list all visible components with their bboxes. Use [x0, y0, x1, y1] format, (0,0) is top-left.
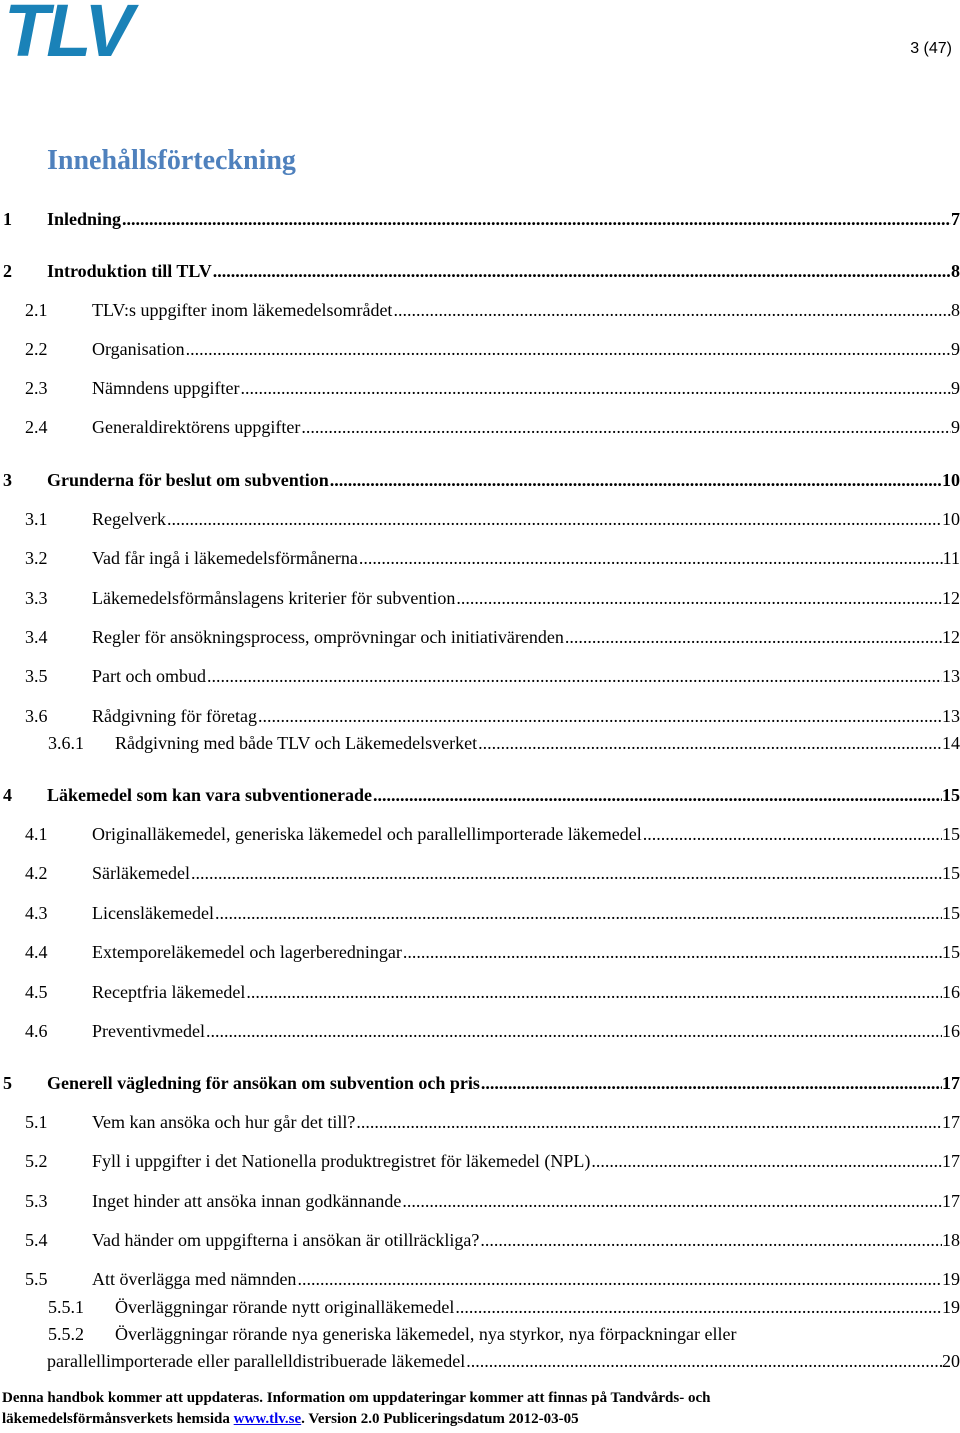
toc-entry-page: 8: [951, 261, 960, 281]
toc-entry-body: [92, 1148, 960, 1174]
toc-entry-text: Regelverk: [92, 509, 166, 529]
toc-entry-text: Läkemedel som kan vara subventionerade: [47, 785, 373, 805]
toc-entry-number: 4.1: [25, 824, 48, 844]
toc-entry-number: 1: [3, 209, 12, 229]
toc-entry-text: Receptfria läkemedel: [92, 982, 246, 1002]
toc-entry-text: TLV:s uppgifter inom läkemedelsområdet: [92, 300, 393, 320]
toc-entry-number: 5.5: [25, 1269, 48, 1289]
toc-entry[interactable]: [0, 506, 960, 532]
toc-entry-number: 4.5: [25, 982, 48, 1002]
toc-entry-number: 3.2: [25, 548, 48, 568]
toc-entry[interactable]: [0, 206, 960, 232]
toc-entry-page: 19: [942, 1297, 960, 1317]
toc-entry-continuation[interactable]: [47, 1348, 960, 1374]
toc-entry-body: [92, 414, 960, 440]
toc-entry-text: Organisation: [92, 339, 185, 359]
toc-entry-text: Generell vägledning för ansökan om subvention och pris: [47, 1073, 480, 1093]
toc-leader-dots: [191, 860, 942, 886]
toc-entry-body: [92, 1018, 960, 1044]
footer-line-2-suffix: . Version 2.0 Publiceringsdatum 2012-03-05: [301, 1411, 579, 1427]
toc-entry-text: Originalläkemedel, generiska läkemedel och parallellimporterade läkemedel: [92, 824, 642, 844]
toc-leader-dots: [240, 375, 951, 401]
toc-leader-dots: [215, 900, 942, 926]
toc-leader-dots: [186, 336, 951, 362]
toc-entry-page: 18: [942, 1230, 960, 1250]
toc-entry-number: 4.2: [25, 863, 48, 883]
toc-entry-body: [92, 821, 960, 847]
toc-entry-text: Introduktion till TLV: [47, 261, 212, 281]
toc-entry-number: 5.5.2: [48, 1324, 84, 1344]
toc-leader-dots: [643, 821, 942, 847]
toc-entry[interactable]: [0, 1018, 960, 1044]
toc-leader-dots: [466, 1348, 942, 1374]
toc-entry-body: [47, 1070, 960, 1096]
toc-entry-text: Överläggningar rörande nytt originalläkemedel: [115, 1297, 455, 1317]
toc-entry-body: [92, 336, 960, 362]
toc-entry[interactable]: [0, 336, 960, 362]
toc-entry-number: 2: [3, 261, 12, 281]
toc-entry-body: [47, 782, 960, 808]
toc-entry-number: 2.4: [25, 417, 48, 437]
toc-entry-page: 9: [951, 339, 960, 359]
toc-entry-page: 16: [942, 982, 960, 1002]
toc-entry-text: Rådgivning för företag: [92, 706, 257, 726]
toc-entry-body: [92, 297, 960, 323]
toc-entry-page: 9: [951, 378, 960, 398]
toc-entry-page: 13: [942, 666, 960, 686]
toc-entry[interactable]: [0, 1321, 960, 1347]
toc-leader-dots: [330, 467, 942, 493]
toc-entry-page: 15: [942, 785, 960, 805]
toc-entry[interactable]: [0, 939, 960, 965]
toc-entry-text: Inget hinder att ansöka innan godkännande: [92, 1191, 402, 1211]
toc-leader-dots: [478, 730, 942, 756]
toc-leader-dots: [301, 414, 951, 440]
toc-entry-page: 9: [951, 417, 960, 437]
toc-entry-page: 15: [942, 903, 960, 923]
toc-entry-number: 2.2: [25, 339, 48, 359]
toc-entry-page: 17: [942, 1112, 960, 1132]
toc-entry-text: Nämndens uppgifter: [92, 378, 240, 398]
toc-entry[interactable]: [0, 1109, 960, 1135]
toc-entry[interactable]: [0, 979, 960, 1005]
toc-entry-page: 12: [942, 588, 960, 608]
toc-entry[interactable]: [0, 1188, 960, 1214]
page-number: 3 (47): [910, 40, 952, 57]
toc-entry-body: [92, 624, 960, 650]
toc-entry-text: Regler för ansökningsprocess, omprövningar och initiativärenden: [92, 627, 564, 647]
toc-entry-text: Att överlägga med nämnden: [92, 1269, 297, 1289]
website-link[interactable]: www.tlv.se: [233, 1411, 302, 1427]
tlv-logo: TLV: [4, 0, 131, 72]
toc-title: Innehållsförteckning: [47, 145, 296, 176]
toc-entry[interactable]: [0, 900, 960, 926]
toc-entry-number: 4.6: [25, 1021, 48, 1041]
toc-entry-page: 19: [942, 1269, 960, 1289]
toc-entry[interactable]: [0, 703, 960, 729]
toc-entry-number: 5.5.1: [48, 1297, 84, 1317]
toc-entry-page: 15: [942, 942, 960, 962]
toc-entry-text: Grunderna för beslut om subvention: [47, 470, 329, 490]
toc-entry[interactable]: [0, 375, 960, 401]
toc-entry-number: 3.5: [25, 666, 48, 686]
toc-entry-number: 5.4: [25, 1230, 48, 1250]
toc-entry-body: [92, 1109, 960, 1135]
toc-leader-dots: [206, 1018, 942, 1044]
toc-entry-number: 3.3: [25, 588, 48, 608]
toc-entry-number: 4.4: [25, 942, 48, 962]
toc-entry-page: 7: [951, 209, 960, 229]
toc-entry-page: 8: [951, 300, 960, 320]
toc-entry-text: Preventivmedel: [92, 1021, 205, 1041]
toc-leader-dots: [402, 1188, 942, 1214]
toc-entry-page: 12: [942, 627, 960, 647]
toc-entry-body: [92, 979, 960, 1005]
toc-entry-body: [92, 939, 960, 965]
toc-entry-page: 17: [942, 1151, 960, 1171]
toc-entry-body: [92, 545, 960, 571]
toc-entry-body: [115, 1294, 960, 1320]
toc-entry[interactable]: [0, 1227, 960, 1253]
toc-leader-dots: [122, 206, 951, 232]
toc-entry-text: Licensläkemedel: [92, 903, 214, 923]
toc-entry-body: [115, 1321, 960, 1347]
toc-entry-text: parallellimporterade eller parallelldistribuerade läkemedel: [47, 1351, 466, 1371]
toc-entry-page: 15: [942, 863, 960, 883]
toc-entry[interactable]: [0, 467, 960, 493]
toc-leader-dots: [480, 1227, 942, 1253]
toc-leader-dots: [591, 1148, 942, 1174]
toc-entry-body: [92, 1227, 960, 1253]
toc-entry[interactable]: [0, 1148, 960, 1174]
toc-entry-page: 17: [942, 1073, 960, 1093]
toc-entry-page: 10: [942, 470, 960, 490]
toc-entry-text: Inledning: [47, 209, 122, 229]
toc-entry-text: Läkemedelsförmånslagens kriterier för subvention: [92, 588, 456, 608]
toc-entry-page: 11: [942, 548, 960, 568]
toc-entry-page: 15: [942, 824, 960, 844]
toc-entry-text: Överläggningar rörande nya generiska läkemedel, nya styrkor, nya förpackningar eller: [115, 1324, 737, 1344]
toc-entry-text: Särläkemedel: [92, 863, 190, 883]
toc-entry-number: 5.2: [25, 1151, 48, 1171]
toc-leader-dots: [246, 979, 942, 1005]
toc-entry-text: Vad får ingå i läkemedelsförmånerna: [92, 548, 358, 568]
toc-leader-dots: [297, 1266, 942, 1292]
toc-entry-number: 4: [3, 785, 12, 805]
toc-entry-body: [92, 703, 960, 729]
toc-entry-body: [92, 375, 960, 401]
toc-entry-page: 16: [942, 1021, 960, 1041]
toc-leader-dots: [207, 663, 942, 689]
toc-entry-text: Fyll i uppgifter i det Nationella produktregistret för läkemedel (NPL): [92, 1151, 591, 1171]
toc-entry-number: 2.1: [25, 300, 48, 320]
toc-entry-number: 5.3: [25, 1191, 48, 1211]
toc-entry-number: 3.6: [25, 706, 48, 726]
toc-entry[interactable]: [0, 1294, 960, 1320]
toc-entry-number: 5.1: [25, 1112, 48, 1132]
toc-entry-number: 3: [3, 470, 12, 490]
toc-entry-body: [92, 663, 960, 689]
footer-line-1: Denna handbok kommer att uppdateras. Information om uppdateringar kommer att finnas på Tandvårds- och: [2, 1390, 711, 1406]
toc-leader-dots: [393, 297, 951, 323]
toc-entry[interactable]: [0, 1266, 960, 1292]
toc-leader-dots: [359, 545, 943, 571]
toc-entry-body: [47, 467, 960, 493]
toc-entry-body: [92, 585, 960, 611]
toc-entry-body: [115, 730, 960, 756]
toc-entry[interactable]: [0, 860, 960, 886]
toc-entry[interactable]: [0, 585, 960, 611]
footer-line-2-prefix: läkemedelsförmånsverkets hemsida: [2, 1411, 234, 1427]
toc-entry[interactable]: [0, 821, 960, 847]
toc-entry-number: 4.3: [25, 903, 48, 923]
toc-entry-body: [92, 1266, 960, 1292]
footer-line-2: [2, 1409, 952, 1430]
toc-leader-dots: [356, 1109, 942, 1135]
toc-entry-body: [92, 1188, 960, 1214]
toc-entry[interactable]: [0, 545, 960, 571]
toc-entry[interactable]: [0, 730, 960, 756]
footer-note: [2, 1388, 952, 1430]
toc-entry-body: [47, 258, 960, 284]
toc-leader-dots: [565, 624, 942, 650]
toc-leader-dots: [213, 258, 951, 284]
toc-entry-page: 20: [942, 1351, 960, 1371]
toc-leader-dots: [481, 1070, 942, 1096]
toc-entry-body: [92, 860, 960, 886]
toc-leader-dots: [456, 585, 942, 611]
toc-entry[interactable]: [0, 624, 960, 650]
toc-entry-page: 10: [942, 509, 960, 529]
toc-entry-page: 13: [942, 706, 960, 726]
toc-entry[interactable]: [0, 663, 960, 689]
toc-entry-number: 3.6.1: [48, 733, 84, 753]
toc-entry-number: 2.3: [25, 378, 48, 398]
toc-entry-text: Vad händer om uppgifterna i ansökan är otillräckliga?: [92, 1230, 480, 1250]
toc-leader-dots: [455, 1294, 942, 1320]
toc-entry[interactable]: [0, 1070, 960, 1096]
toc-entry-number: 3.4: [25, 627, 48, 647]
toc-entry-number: 5: [3, 1073, 12, 1093]
toc-entry[interactable]: [0, 258, 960, 284]
toc-entry-body: [47, 206, 960, 232]
toc-entry-body: [92, 506, 960, 532]
toc-entry-body: [92, 900, 960, 926]
toc-entry-text: Part och ombud: [92, 666, 206, 686]
toc-entry-text: Rådgivning med både TLV och Läkemedelsverket: [115, 733, 478, 753]
toc-entry-text: Extemporeläkemedel och lagerberedningar: [92, 942, 402, 962]
toc-leader-dots: [403, 939, 942, 965]
toc-entry-page: 14: [942, 733, 960, 753]
toc-entry[interactable]: [0, 782, 960, 808]
toc-entry[interactable]: [0, 297, 960, 323]
toc-entry-text: Generaldirektörens uppgifter: [92, 417, 301, 437]
toc-entry-page: 17: [942, 1191, 960, 1211]
toc-entry-text: Vem kan ansöka och hur går det till?: [92, 1112, 356, 1132]
toc-leader-dots: [167, 506, 942, 532]
toc-entry-number: 3.1: [25, 509, 48, 529]
toc-leader-dots: [373, 782, 942, 808]
toc-leader-dots: [258, 703, 942, 729]
toc-entry[interactable]: [0, 414, 960, 440]
